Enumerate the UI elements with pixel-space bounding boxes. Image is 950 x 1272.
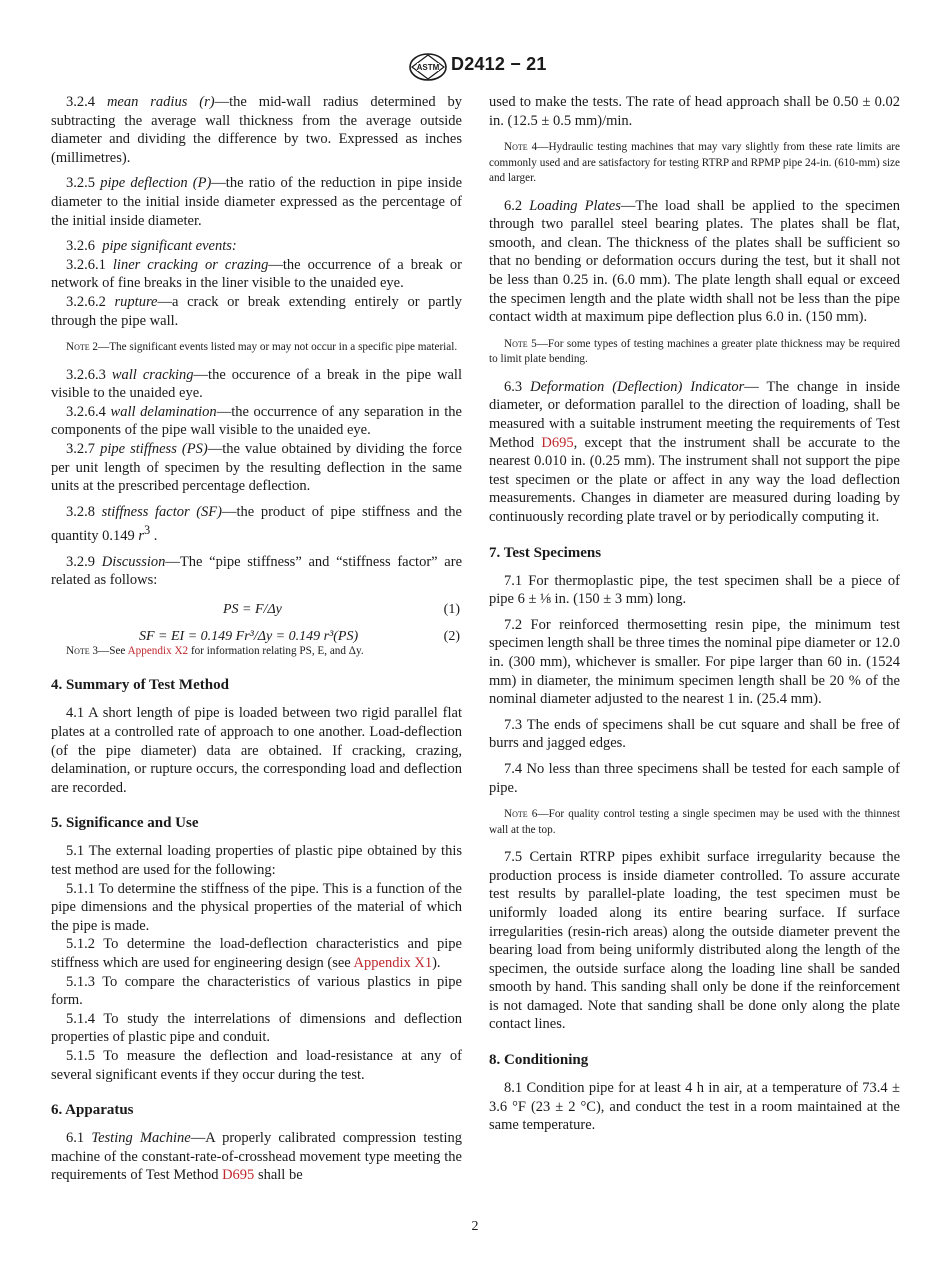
section-4-heading: 4. Summary of Test Method xyxy=(51,677,229,694)
para-3-2-6: 3.2.6 pipe significant events: xyxy=(66,238,237,255)
appendix-x2-link[interactable]: Appendix X2 xyxy=(127,644,189,657)
para-5-1-4: 5.1.4 To study the interrelations of dimensions and deflection properties of plastic pipe and conduit. xyxy=(51,1010,462,1046)
para-6-3: 6.3 Deformation (Deflection) Indicator— The change in inside diameter, or deformation parallel to the direction of loading, shall be measured with a suitable instrument meeting the requirements of Test Method D695, except that the instrument shall be accurate to the nearest 0.010 in. (0.25 mm). The instrument shall not support the pipe test specimen or the plate or affect in any way the load deflection measurements. Changes in diameter are measured during loading by continuously recording plate travel or by periodically computing it. xyxy=(489,378,901,525)
para-3-2-6-1: 3.2.6.1 liner cracking or crazing—the occurrence of a break or network of fine breaks in the liner visible to the unaided eye. xyxy=(51,256,463,292)
d695-link[interactable]: D695 xyxy=(222,1167,255,1184)
section-6-heading: 6. Apparatus xyxy=(51,1102,134,1119)
para-7-5: 7.5 Certain RTRP pipes exhibit surface irregularity because the production process is inside diameter controlled. To assure accurate test results by parallel-plate loading, the test specimen must be uniformly loaded along its entire bearing surface. If surface irregularities (resin-rich areas) along the outside diameter prevent the bearing load from being uniformly distributed along the length of the specimen, the outside surface along the loading line shall be sanded smooth by hand. This sanding shall only be done if the reinforcement is not damaged. Note that sanding shall be done only along the plate contact lines. xyxy=(489,849,900,1033)
note-2: Note 2—The significant events listed may or may not occur in a specific pipe material. xyxy=(66,341,458,354)
d695-link-2[interactable]: D695 xyxy=(541,434,574,451)
section-8-heading: 8. Conditioning xyxy=(489,1052,589,1069)
para-3-2-5: 3.2.5 pipe deflection (P)—the ratio of the reduction in pipe inside diameter to the initial inside diameter expressed as the percentage of the initial inside diameter. xyxy=(51,175,462,229)
para-7-3: 7.3 The ends of specimens shall be cut square and shall be free of burrs and jagged edges. xyxy=(489,716,900,752)
para-3-2-4: 3.2.4 mean radius (r)—the mid-wall radius determined by subtracting the average wall thickness from the average outside diameter and dividing the difference by two. Expressed as inches (millimetres). xyxy=(51,94,462,166)
para-8-1: 8.1 Condition pipe for at least 4 h in air, at a temperature of 73.4 ± 3.6 °F (23 ± 2 °C), and conduct the test in a room maintained at the same temperature. xyxy=(489,1080,900,1134)
para-3-2-6-2: 3.2.6.2 rupture—a crack or break extending entirely or partly through the pipe wall. xyxy=(51,293,463,329)
left-column xyxy=(51,93,462,1185)
para-3-2-9: 3.2.9 Discussion—The “pipe stiffness” and “stiffness factor” are related as follows: xyxy=(51,553,463,589)
note-6: Note 6—For quality control testing a single specimen may be used with the thinnest wall at the top. xyxy=(489,808,900,836)
para-7-4: 7.4 No less than three specimens shall be tested for each sample of pipe. xyxy=(489,760,900,796)
para-5-1-5: 5.1.5 To measure the deflection and load-resistance at any of several significant events if they occur during the test. xyxy=(51,1047,462,1083)
para-6-1: 6.1 Testing Machine—A properly calibrated compression testing machine of the constant-rate-of-crosshead movement type meeting the requirements of Test Method D695 shall be xyxy=(51,1130,462,1184)
equation-1: PS = F/Δy (1) xyxy=(223,601,460,617)
equation-2: SF = EI = 0.149 Fr³/Δy = 0.149 r³(PS) (2) xyxy=(139,628,460,644)
note-3: Note 3—See Appendix X2 for information relating PS, E, and Δy. xyxy=(66,644,364,657)
section-7-heading: 7. Test Specimens xyxy=(489,544,602,561)
para-3-2-6-4: 3.2.6.4 wall delamination—the occurrence of any separation in the components of the pipe wall visible to the unaided eye. xyxy=(51,403,462,439)
astm-logo-icon xyxy=(408,52,448,82)
right-column xyxy=(489,93,900,1135)
section-5-heading: 5. Significance and Use xyxy=(51,815,199,832)
para-7-1: 7.1 For thermoplastic pipe, the test specimen shall be a piece of pipe 6 ± ⅛ in. (150 ± 3 mm) long. xyxy=(489,572,900,608)
para-3-2-6-3: 3.2.6.3 wall cracking—the occurence of a break in the pipe wall visible to the unaided eye. xyxy=(51,366,462,402)
para-3-2-7: 3.2.7 pipe stiffness (PS)—the value obtained by dividing the force per unit length of specimen by the resulting deflection in the same units at the prescribed percentage deflection. xyxy=(51,441,462,495)
document-designation: D2412 − 21 xyxy=(451,54,547,74)
para-5-1-2: 5.1.2 To determine the load-deflection characteristics and pipe stiffness which are used for engineering design (see Appendix X1). xyxy=(51,936,462,972)
para-5-1-1: 5.1.1 To determine the stiffness of the pipe. This is a function of the pipe dimensions and the physical properties of the material of which the pipe is made. xyxy=(51,880,462,934)
para-5-1-3: 5.1.3 To compare the characteristics of various plastics in pipe form. xyxy=(51,973,462,1009)
logo-text: ASTM xyxy=(416,63,440,72)
para-7-2: 7.2 For reinforced thermosetting resin pipe, the minimum test specimen length shall be three times the nominal pipe diameter or 12.0 in. (300 mm), whichever is smaller. For pipe larger than 60 in. (1524 mm) in diameter, the minimum specimen length shall be 20 % of the nominal diameter adjusted to the nearest 1 in. (25.4 mm). xyxy=(489,616,900,708)
page-number: 2 xyxy=(471,1219,479,1234)
page-header xyxy=(0,50,950,90)
note-4: Note 4—Hydraulic testing machines that may vary slightly from these rate limits are commonly used and are satisfactory for testing RTRP and RPMP pipe 24-in. (610-mm) size and larger. xyxy=(489,141,900,185)
para-6-1-continued: used to make the tests. The rate of head approach shall be 0.50 ± 0.02 in. (12.5 ± 0.5 mm)/min. xyxy=(489,94,900,129)
para-4-1: 4.1 A short length of pipe is loaded between two rigid parallel flat plates at a controlled rate of approach to one another. Load-deflection (of the pipe diameter) data are obtained. If cracking, crazing, delamination, or rupture occurs, the corresponding load and deflection are recorded. xyxy=(51,705,462,796)
para-3-2-8: 3.2.8 stiffness factor (SF)—the product of pipe stiffness and the quantity 0.149 $r^3$ . xyxy=(51,503,462,545)
para-6-2: 6.2 Loading Plates—The load shall be applied to the specimen through two parallel steel bearing plates. The plates shall be flat, smooth, and clean. The thickness of the plates shall be sufficient so that no bending or deformation occurs during the test, but it shall not be less than 0.25 in. (6.0 mm). The plate length shall equal or exceed the specimen length and the plate width shall not be less than the pipe contact width at maximum pipe deflection plus 6.0 in. (150 mm). xyxy=(489,197,900,326)
note-5: Note 5—For some types of testing machines a greater plate thickness may be required to limit plate bending. xyxy=(489,337,900,366)
para-5-1: 5.1 The external loading properties of plastic pipe obtained by this test method are used for the following: xyxy=(51,843,462,879)
appendix-x1-link[interactable]: Appendix X1 xyxy=(353,955,433,972)
